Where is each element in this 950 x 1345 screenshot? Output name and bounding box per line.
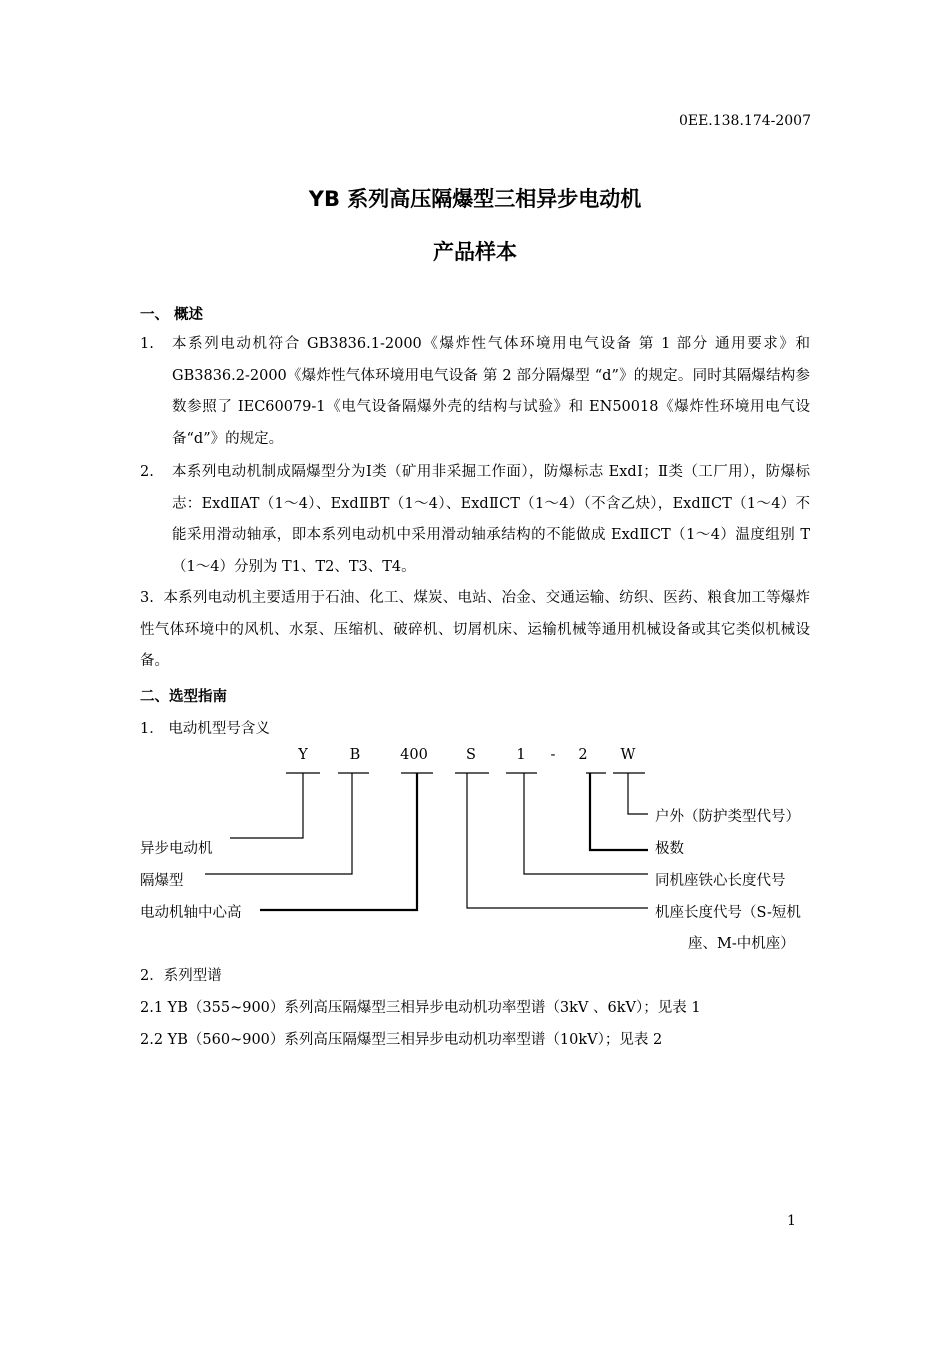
label-core-length: 同机座铁心长度代号 [655,873,786,889]
label-frame-length-cont: 座、M-中机座） [688,936,795,952]
page-title: YB 系列高压隔爆型三相异步电动机 [308,187,642,211]
connector-frame-length [467,773,648,908]
label-async-motor: 异步电动机 [140,841,213,857]
model-code-dash: - [550,747,556,763]
section-heading-selection: 二、选型指南 [140,689,227,705]
label-poles: 极数 [655,841,684,857]
series-line-2: 2.2 YB（560~900）系列高压隔爆型三相异步电动机功率型谱（10kV）；见表 2 [140,1032,663,1048]
list-item-number: 3. [140,590,154,606]
connector-poles [590,773,648,850]
list-item-number: 2. [140,464,154,480]
list-item-text: 本系列电动机主要适用于石油、化工、煤炭、电站、冶金、交通运输、纺织、医药、粮食加工等爆炸性气体环境中的风机、水泵、压缩机、破碎机、切屑机床、运输机械等通用机械设备或其它类似机械设备。 [140,590,811,669]
model-code-core: 1 [516,747,526,763]
page-subtitle: 产品样本 [433,240,517,264]
label-center-height: 电动机轴中心高 [140,905,242,921]
model-code-s: S [466,747,476,763]
series-line-1: 2.1 YB（355~900）系列高压隔爆型三相异步电动机功率型谱（3kV 、6kV）；见表 1 [140,1000,701,1016]
section-heading-overview: 一、 概述 [140,307,204,323]
list-item-text: 本系列电动机制成隔爆型分为Ⅰ类（矿用非采掘工作面），防爆标志 ExdⅠ；Ⅱ类（工厂用），防爆标志：ExdⅡAT（1～4）、ExdⅡBT（1～4）、ExdⅡCT（1～4）（不含乙炔），ExdⅡCT（1～4）不能采用滑动轴承，即本系列电动机中采用滑动轴承结构的不能做成 ExdⅡCT（1～4）温度组别 T（1～4）分别为 T1、T2、T3、T4。 [172,464,810,575]
model-code-poles: 2 [578,747,588,763]
connector-center-height [260,773,417,910]
label-explosion-proof: 隔爆型 [140,873,184,889]
connector-outdoor [628,773,648,814]
connector-core-length [524,773,648,874]
model-code-height: 400 [400,747,428,763]
list-item-number: 1. [140,336,154,352]
model-code-y: Y [298,747,308,763]
subsection-heading-series: 2．系列型谱 [140,968,222,984]
document-code: 0EE.138.174-2007 [678,113,811,129]
subsection-heading-model-meaning: 1． 电动机型号含义 [140,721,270,737]
model-code-b: B [349,747,361,763]
connector-async [230,773,303,838]
label-frame-length: 机座长度代号（S-短机 [655,905,801,921]
list-item-text: 本系列电动机符合 GB3836.1-2000《爆炸性气体环境用电气设备 第 1 部分 通用要求》和GB3836.2-2000《爆炸性气体环境用电气设备 第 2 部分隔爆型 “d”》的规定。同时其隔爆结构参数参照了 IEC60079-1《电气设备隔爆外壳的结构与试验》和 EN50018《爆炸性环境用电气设备“d”》的规定。 [172,336,810,447]
label-outdoor: 户外（防护类型代号） [655,809,800,825]
page-number: 1 [787,1213,796,1229]
model-code-w: W [620,747,636,763]
connector-explosion-proof [205,773,352,874]
